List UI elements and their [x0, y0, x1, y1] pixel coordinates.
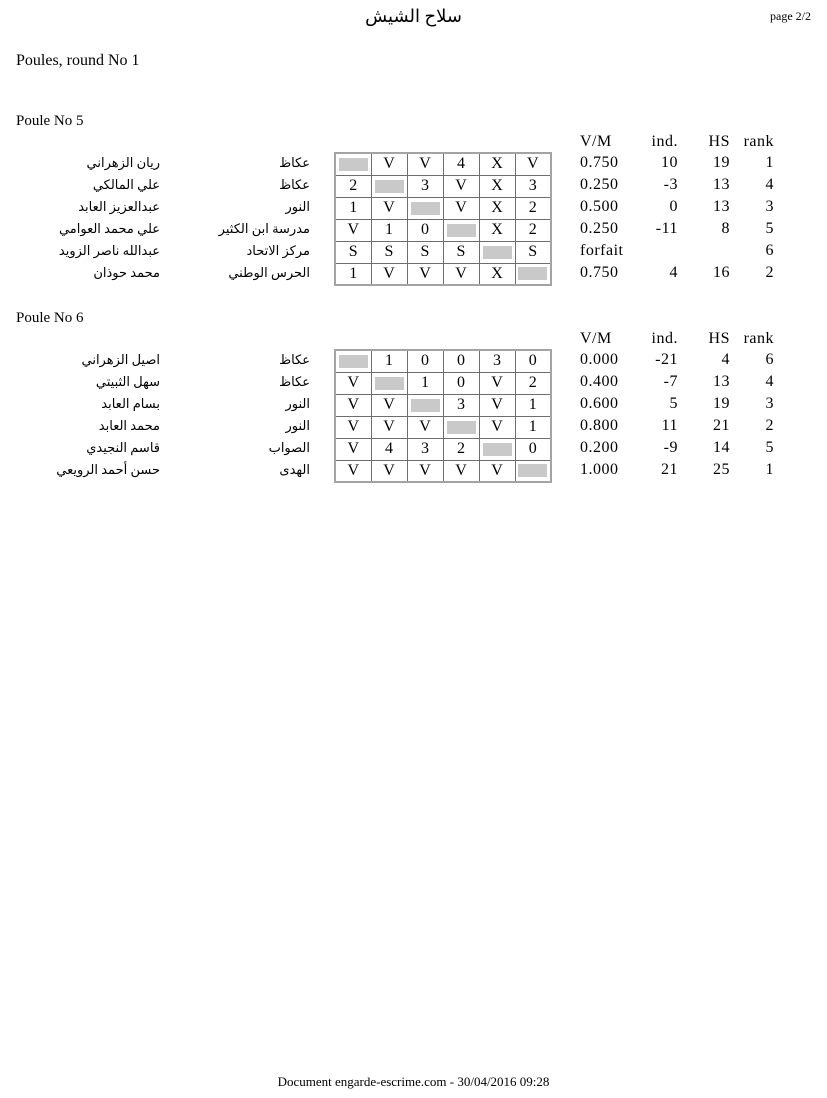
score-cell: X: [479, 153, 515, 175]
score-cell: 0: [407, 219, 443, 241]
score-row: [335, 219, 551, 241]
stats-col-rank: rank: [743, 330, 774, 347]
score-cell: 3: [407, 438, 443, 460]
diagonal-fill: [375, 180, 404, 193]
stat-ind: 4: [669, 264, 678, 281]
score-cell: 4: [443, 153, 479, 175]
fencer-name: بسام العابد: [101, 396, 160, 411]
stat-ind: -9: [663, 439, 678, 456]
document-footer: Document engarde-escrime.com - 30/04/2016 09:28: [277, 1074, 550, 1089]
score-cell: 1: [407, 372, 443, 394]
score-cell: 3: [443, 394, 479, 416]
stat-vm: 0.250: [580, 220, 619, 237]
stats-col-vm: V/M: [580, 133, 612, 150]
fencer-name: حسن أحمد الرويعي: [56, 462, 160, 477]
stats-col-ind: ind.: [651, 133, 678, 150]
stat-hs: 16: [713, 264, 730, 281]
fencer-name: ريان الزهراني: [86, 155, 160, 170]
diagonal-fill: [518, 267, 547, 280]
score-cell: V: [479, 416, 515, 438]
score-cell: 0: [515, 350, 551, 372]
score-cell: X: [479, 263, 515, 285]
stat-hs: 25: [713, 461, 730, 478]
stat-rank: 2: [765, 264, 774, 281]
score-cell: 2: [335, 175, 371, 197]
score-cell: S: [371, 241, 407, 263]
score-cell: V: [371, 416, 407, 438]
score-row: [335, 416, 551, 438]
score-row: [335, 460, 551, 482]
diagonal-fill: [447, 224, 476, 237]
score-cell: 2: [515, 197, 551, 219]
fencer-club: عكاظ: [279, 155, 310, 170]
stat-vm: 0.200: [580, 439, 619, 456]
score-row: [335, 438, 551, 460]
fencer-club: النور: [285, 199, 310, 214]
stat-ind: -7: [663, 373, 678, 390]
stat-vm: 0.500: [580, 198, 619, 215]
stat-ind: -21: [655, 351, 678, 368]
diagonal-fill: [339, 355, 368, 368]
stat-ind: -11: [655, 220, 678, 237]
diagonal-fill: [339, 158, 368, 171]
score-cell: V: [443, 197, 479, 219]
score-row: [335, 372, 551, 394]
diagonal-cell: [335, 350, 371, 372]
stat-vm: forfait: [580, 242, 624, 259]
score-cell: V: [443, 263, 479, 285]
diagonal-cell: [479, 438, 515, 460]
stat-hs: 19: [713, 395, 730, 412]
stat-hs: 19: [713, 154, 730, 171]
score-row: [335, 394, 551, 416]
stats-col-hs: HS: [708, 330, 730, 347]
stat-rank: 2: [765, 417, 774, 434]
score-cell: V: [407, 460, 443, 482]
score-cell: V: [371, 153, 407, 175]
score-grid: [334, 349, 552, 483]
stat-hs: 13: [713, 176, 730, 193]
poule-title: Poule No 6: [16, 310, 84, 326]
stat-ind: 21: [661, 461, 678, 478]
score-cell: 3: [407, 175, 443, 197]
stats-col-hs: HS: [708, 133, 730, 150]
stats-header: [0, 330, 827, 348]
poule-section: [0, 113, 827, 289]
fencer-name: اصيل الزهراني: [81, 352, 160, 367]
score-row: [335, 197, 551, 219]
fencer-club: مدرسة ابن الكثير: [218, 221, 310, 236]
fencer-club: النور: [285, 418, 310, 433]
score-cell: 2: [443, 438, 479, 460]
score-cell: V: [443, 175, 479, 197]
score-row: [335, 350, 551, 372]
score-cell: 1: [335, 197, 371, 219]
stat-hs: 13: [713, 198, 730, 215]
score-cell: V: [371, 460, 407, 482]
diagonal-cell: [335, 153, 371, 175]
diagonal-cell: [479, 241, 515, 263]
diagonal-fill: [483, 246, 512, 259]
stat-vm: 0.000: [580, 351, 619, 368]
score-grid: [334, 152, 552, 286]
stat-vm: 0.400: [580, 373, 619, 390]
score-cell: 3: [479, 350, 515, 372]
fencer-name: علي محمد العوامي: [58, 221, 160, 236]
stats-col-rank: rank: [743, 133, 774, 150]
round-title: Poules, round No 1: [16, 52, 140, 69]
score-cell: 2: [515, 372, 551, 394]
score-cell: V: [407, 416, 443, 438]
stat-rank: 5: [765, 220, 774, 237]
fencer-club: الهدى: [279, 462, 310, 477]
stat-vm: 0.600: [580, 395, 619, 412]
stats-col-ind: ind.: [651, 330, 678, 347]
score-cell: V: [479, 372, 515, 394]
score-cell: V: [335, 460, 371, 482]
score-cell: V: [371, 394, 407, 416]
diagonal-cell: [407, 197, 443, 219]
stat-rank: 3: [765, 198, 774, 215]
score-cell: S: [443, 241, 479, 263]
score-cell: 1: [515, 416, 551, 438]
stat-hs: 14: [713, 439, 730, 456]
score-cell: 1: [371, 350, 407, 372]
fencer-club: الحرس الوطني: [228, 265, 310, 280]
stat-ind: 10: [661, 154, 678, 171]
stat-ind: 11: [661, 417, 678, 434]
diagonal-cell: [371, 372, 407, 394]
score-cell: X: [479, 219, 515, 241]
score-cell: V: [407, 153, 443, 175]
score-cell: 1: [371, 219, 407, 241]
diagonal-cell: [515, 460, 551, 482]
stat-hs: 13: [713, 373, 730, 390]
stat-vm: 0.750: [580, 154, 619, 171]
fencer-club: عكاظ: [279, 374, 310, 389]
diagonal-cell: [515, 263, 551, 285]
stat-ind: 5: [669, 395, 678, 412]
diagonal-fill: [447, 421, 476, 434]
fencer-name: قاسم النجيدي: [86, 440, 160, 455]
fencer-club: النور: [285, 396, 310, 411]
score-cell: 0: [407, 350, 443, 372]
stat-ind: -3: [663, 176, 678, 193]
stat-vm: 1.000: [580, 461, 619, 478]
stat-rank: 6: [765, 242, 774, 259]
fencer-club: الصواب: [268, 440, 310, 455]
score-row: [335, 153, 551, 175]
score-cell: V: [335, 372, 371, 394]
score-cell: V: [407, 263, 443, 285]
stat-rank: 5: [765, 439, 774, 456]
score-cell: 0: [515, 438, 551, 460]
score-cell: S: [515, 241, 551, 263]
stat-rank: 1: [765, 461, 774, 478]
diagonal-cell: [407, 394, 443, 416]
stats-col-vm: V/M: [580, 330, 612, 347]
diagonal-fill: [375, 377, 404, 390]
diagonal-cell: [443, 219, 479, 241]
score-cell: 0: [443, 350, 479, 372]
score-cell: 3: [515, 175, 551, 197]
diagonal-fill: [518, 464, 547, 477]
diagonal-cell: [371, 175, 407, 197]
fencer-name: محمد حوذان: [93, 265, 160, 280]
stat-hs: 21: [713, 417, 730, 434]
diagonal-fill: [483, 443, 512, 456]
fencer-name: علي المالكي: [92, 177, 160, 192]
score-cell: S: [407, 241, 443, 263]
stat-rank: 4: [765, 373, 774, 390]
weapon-title: سلاح الشيش: [365, 6, 462, 26]
fencer-name: عبدالله ناصر الزويد: [58, 243, 160, 258]
fencer-club: عكاظ: [279, 352, 310, 367]
score-cell: V: [371, 263, 407, 285]
score-cell: X: [479, 175, 515, 197]
score-row: [335, 241, 551, 263]
stat-rank: 6: [765, 351, 774, 368]
stat-rank: 4: [765, 176, 774, 193]
score-cell: S: [335, 241, 371, 263]
diagonal-cell: [443, 416, 479, 438]
score-row: [335, 263, 551, 285]
score-cell: V: [371, 197, 407, 219]
score-cell: 1: [335, 263, 371, 285]
stat-rank: 1: [765, 154, 774, 171]
fencer-name: عبدالعزيز العابد: [78, 199, 160, 214]
score-cell: 0: [443, 372, 479, 394]
score-cell: V: [479, 460, 515, 482]
stat-rank: 3: [765, 395, 774, 412]
stat-ind: 0: [669, 198, 678, 215]
score-cell: 4: [371, 438, 407, 460]
score-cell: 2: [515, 219, 551, 241]
score-cell: V: [515, 153, 551, 175]
score-cell: V: [335, 416, 371, 438]
score-row: [335, 175, 551, 197]
fencer-name: سهل الثبيتي: [95, 374, 160, 389]
fencer-club: مركز الاتحاد: [246, 243, 310, 258]
page-number: page 2/2: [770, 9, 811, 23]
stat-hs: 8: [721, 220, 730, 237]
fencer-club: عكاظ: [279, 177, 310, 192]
diagonal-fill: [411, 202, 440, 215]
stat-hs: 4: [721, 351, 730, 368]
poule-section: [0, 310, 827, 486]
score-cell: 1: [515, 394, 551, 416]
stat-vm: 0.750: [580, 264, 619, 281]
stat-vm: 0.800: [580, 417, 619, 434]
score-cell: V: [335, 394, 371, 416]
score-cell: X: [479, 197, 515, 219]
score-cell: V: [335, 438, 371, 460]
score-cell: V: [479, 394, 515, 416]
score-cell: V: [443, 460, 479, 482]
fencer-name: محمد العابد: [98, 418, 160, 433]
diagonal-fill: [411, 399, 440, 412]
poule-title: Poule No 5: [16, 113, 84, 129]
stats-header: [0, 133, 827, 151]
stat-vm: 0.250: [580, 176, 619, 193]
score-cell: V: [335, 219, 371, 241]
